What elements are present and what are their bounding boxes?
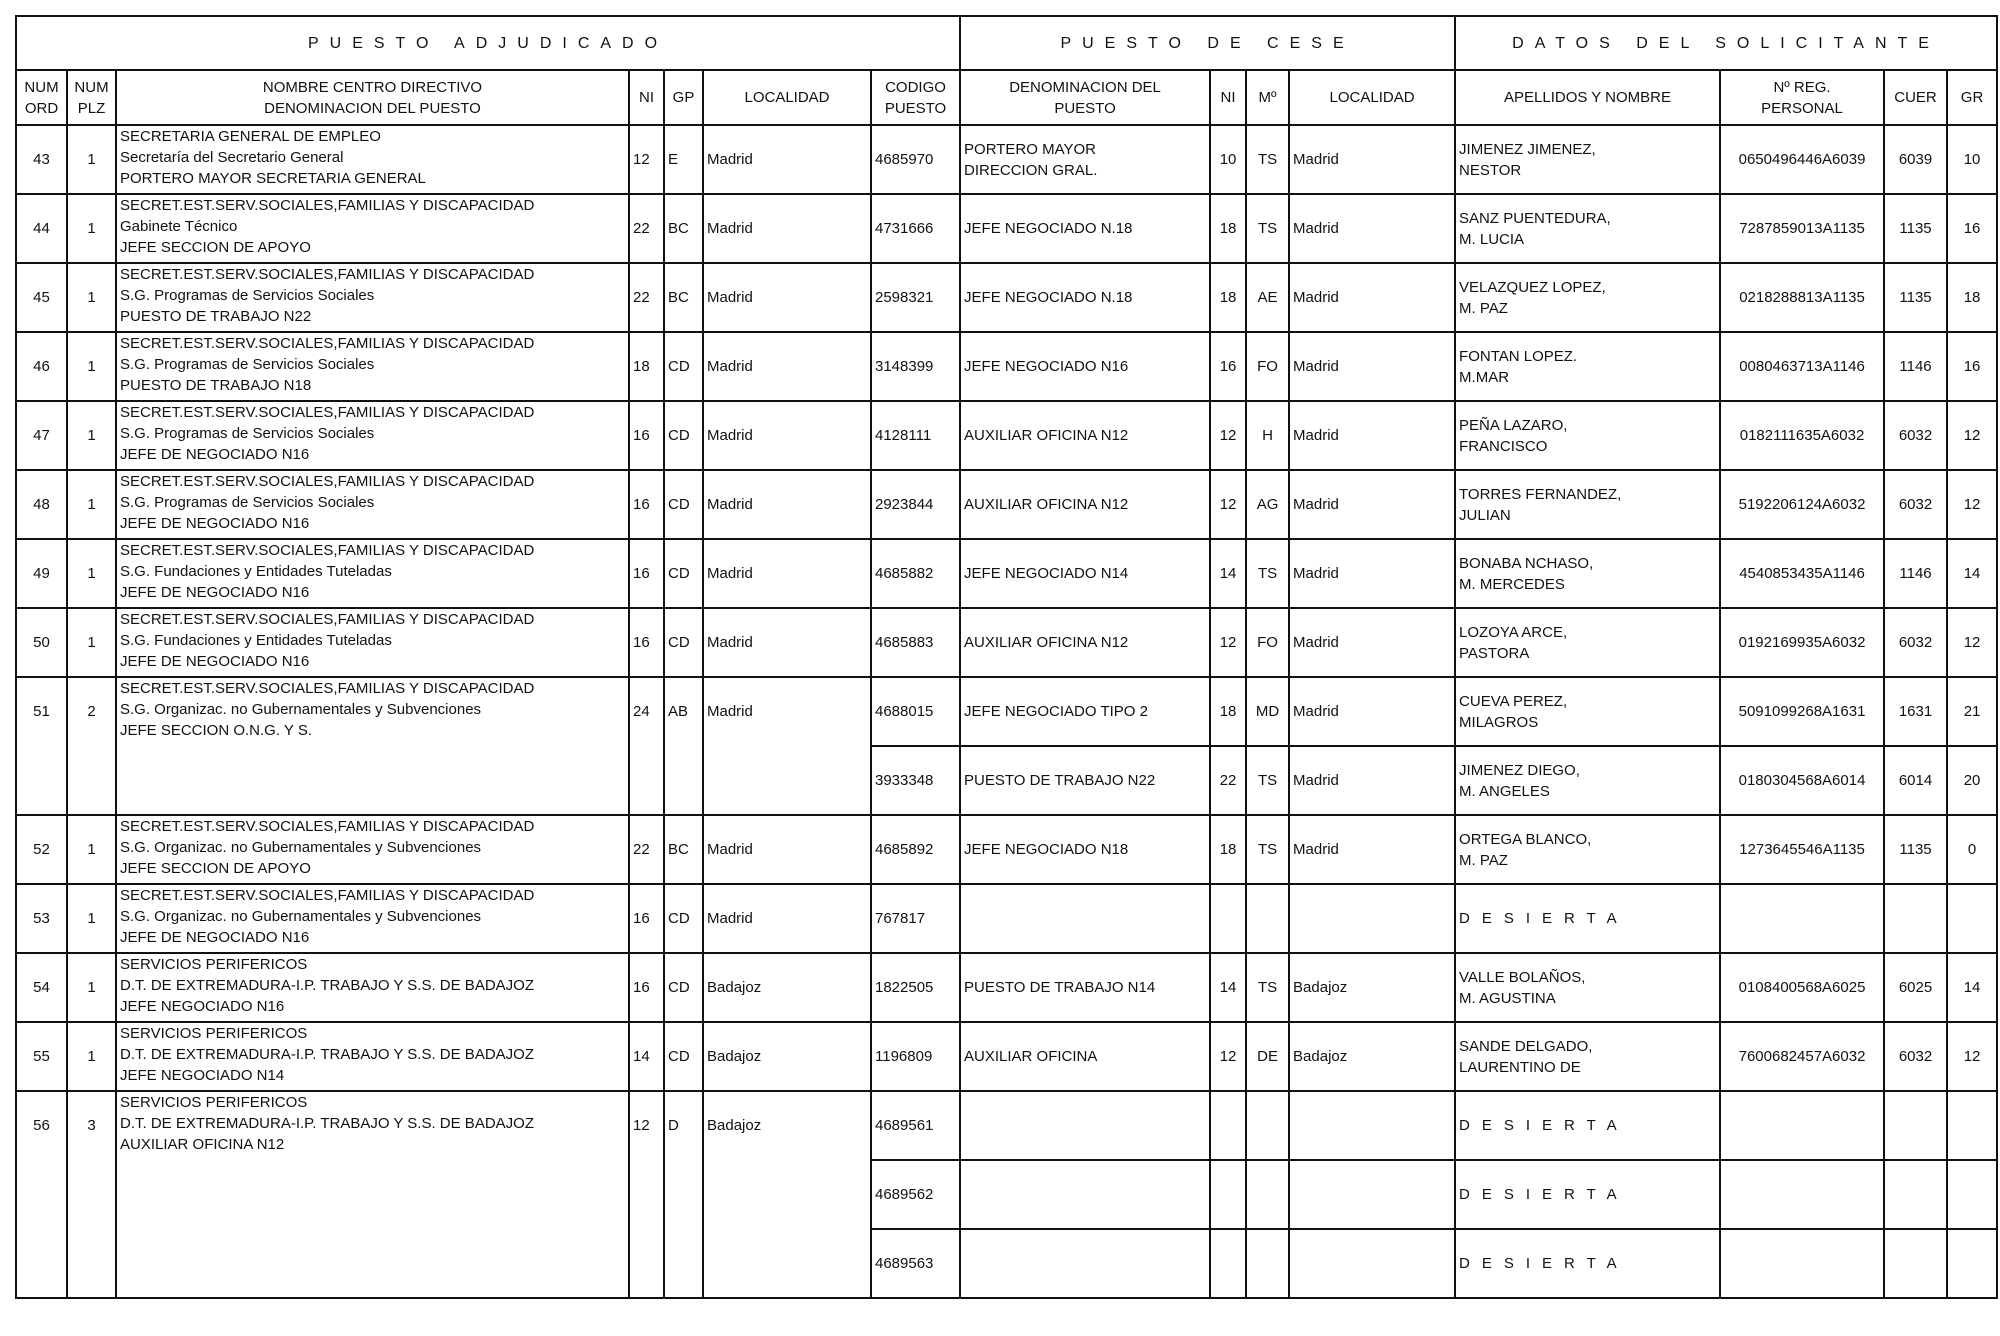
cese-m: TS — [1246, 815, 1289, 884]
gr: 14 — [1947, 539, 1997, 608]
grupo: CD — [664, 332, 703, 401]
cese-ni — [1210, 884, 1246, 953]
cuer: 6014 — [1884, 746, 1947, 815]
table-row — [16, 1022, 1997, 1091]
codigo-puesto: 4685892 — [871, 815, 960, 884]
apellidos-nombre: SANDE DELGADO, LAURENTINO DE — [1455, 1022, 1720, 1091]
localidad: Madrid — [703, 677, 871, 815]
resolution-table — [15, 15, 1998, 1299]
centro-directivo: SECRET.EST.SERV.SOCIALES,FAMILIAS Y DISCAPACIDAD Gabinete Técnico JEFE SECCION DE APOYO — [116, 194, 629, 263]
centro-directivo: SECRET.EST.SERV.SOCIALES,FAMILIAS Y DISCAPACIDAD S.G. Organizac. no Gubernamentales y Subvenciones JEFE SECCION DE APOYO — [116, 815, 629, 884]
num-ord: 54 — [16, 953, 67, 1022]
localidad: Badajoz — [703, 1022, 871, 1091]
num-plz: 1 — [67, 953, 116, 1022]
grupo: BC — [664, 263, 703, 332]
codigo-puesto: 2923844 — [871, 470, 960, 539]
cuer — [1884, 1160, 1947, 1229]
cuer: 6032 — [1884, 608, 1947, 677]
section-puesto-de-cese: PUESTO DE CESE — [960, 16, 1455, 70]
grupo: CD — [664, 539, 703, 608]
nivel: 18 — [629, 332, 664, 401]
cuer: 6025 — [1884, 953, 1947, 1022]
cese-ni: 18 — [1210, 677, 1246, 746]
reg-personal: 0108400568A6025 — [1720, 953, 1884, 1022]
apellidos-nombre: VELAZQUEZ LOPEZ, M. PAZ — [1455, 263, 1720, 332]
codigo-puesto: 1196809 — [871, 1022, 960, 1091]
codigo-puesto: 2598321 — [871, 263, 960, 332]
reg-personal: 5091099268A1631 — [1720, 677, 1884, 746]
col-gr: GR — [1947, 70, 1997, 125]
col-codigo: CODIGO PUESTO — [871, 70, 960, 125]
localidad: Madrid — [703, 884, 871, 953]
num-plz: 1 — [67, 815, 116, 884]
cese-m: H — [1246, 401, 1289, 470]
table-row — [16, 953, 1997, 1022]
cese-m — [1246, 884, 1289, 953]
reg-personal: 0650496446A6039 — [1720, 125, 1884, 194]
cese-localidad — [1289, 1229, 1455, 1298]
nivel: 14 — [629, 1022, 664, 1091]
codigo-puesto: 4689562 — [871, 1160, 960, 1229]
cese-denominacion: JEFE NEGOCIADO TIPO 2 — [960, 677, 1210, 746]
gr — [1947, 1091, 1997, 1160]
nivel: 16 — [629, 401, 664, 470]
cese-localidad: Madrid — [1289, 815, 1455, 884]
col-cese-denominacion: DENOMINACION DEL PUESTO — [960, 70, 1210, 125]
table-row — [16, 470, 1997, 539]
codigo-puesto: 1822505 — [871, 953, 960, 1022]
col-gp: GP — [664, 70, 703, 125]
grupo: CD — [664, 608, 703, 677]
localidad: Madrid — [703, 263, 871, 332]
centro-directivo: SERVICIOS PERIFERICOS D.T. DE EXTREMADURA-I.P. TRABAJO Y S.S. DE BADAJOZ AUXILIAR OFICINA N12 — [116, 1091, 629, 1298]
apellidos-nombre: JIMENEZ JIMENEZ, NESTOR — [1455, 125, 1720, 194]
codigo-puesto: 4685883 — [871, 608, 960, 677]
table-row — [16, 539, 1997, 608]
apellidos-nombre: FONTAN LOPEZ. M.MAR — [1455, 332, 1720, 401]
cese-denominacion — [960, 1229, 1210, 1298]
reg-personal: 5192206124A6032 — [1720, 470, 1884, 539]
num-ord: 55 — [16, 1022, 67, 1091]
cese-m — [1246, 1229, 1289, 1298]
nivel: 16 — [629, 608, 664, 677]
cese-ni — [1210, 1229, 1246, 1298]
cese-localidad: Madrid — [1289, 746, 1455, 815]
cese-m: AE — [1246, 263, 1289, 332]
gr: 21 — [1947, 677, 1997, 746]
cese-localidad — [1289, 1160, 1455, 1229]
num-plz: 1 — [67, 263, 116, 332]
centro-directivo: SERVICIOS PERIFERICOS D.T. DE EXTREMADURA-I.P. TRABAJO Y S.S. DE BADAJOZ JEFE NEGOCIADO N14 — [116, 1022, 629, 1091]
cese-ni: 18 — [1210, 194, 1246, 263]
num-ord: 50 — [16, 608, 67, 677]
reg-personal: 0192169935A6032 — [1720, 608, 1884, 677]
cese-localidad: Badajoz — [1289, 953, 1455, 1022]
localidad: Madrid — [703, 194, 871, 263]
cese-m: TS — [1246, 125, 1289, 194]
cese-m: FO — [1246, 608, 1289, 677]
gr: 0 — [1947, 815, 1997, 884]
cese-denominacion — [960, 1160, 1210, 1229]
num-ord: 43 — [16, 125, 67, 194]
codigo-puesto: 4689563 — [871, 1229, 960, 1298]
cese-ni: 12 — [1210, 470, 1246, 539]
num-plz: 2 — [67, 677, 116, 815]
gr: 14 — [1947, 953, 1997, 1022]
gr: 16 — [1947, 194, 1997, 263]
reg-personal: 4540853435A1146 — [1720, 539, 1884, 608]
grupo: BC — [664, 815, 703, 884]
cese-m: TS — [1246, 194, 1289, 263]
apellidos-nombre: TORRES FERNANDEZ, JULIAN — [1455, 470, 1720, 539]
cuer: 1146 — [1884, 539, 1947, 608]
cese-ni: 12 — [1210, 608, 1246, 677]
cese-denominacion: AUXILIAR OFICINA N12 — [960, 401, 1210, 470]
localidad: Madrid — [703, 470, 871, 539]
localidad: Madrid — [703, 125, 871, 194]
num-ord: 51 — [16, 677, 67, 815]
cese-denominacion: PUESTO DE TRABAJO N14 — [960, 953, 1210, 1022]
nivel: 12 — [629, 1091, 664, 1298]
cese-denominacion: JEFE NEGOCIADO N18 — [960, 815, 1210, 884]
apellidos-nombre: ORTEGA BLANCO, M. PAZ — [1455, 815, 1720, 884]
num-ord: 46 — [16, 332, 67, 401]
gr: 18 — [1947, 263, 1997, 332]
col-reg-personal: Nº REG. PERSONAL — [1720, 70, 1884, 125]
nivel: 12 — [629, 125, 664, 194]
reg-personal: 0080463713A1146 — [1720, 332, 1884, 401]
desierta-label: DESIERTA — [1455, 884, 1720, 953]
cese-denominacion: JEFE NEGOCIADO N.18 — [960, 194, 1210, 263]
section-puesto-adjudicado: PUESTO ADJUDICADO — [16, 16, 960, 70]
centro-directivo: SECRET.EST.SERV.SOCIALES,FAMILIAS Y DISCAPACIDAD S.G. Organizac. no Gubernamentales y Subvenciones JEFE SECCION O.N.G. Y S. — [116, 677, 629, 815]
centro-directivo: SECRET.EST.SERV.SOCIALES,FAMILIAS Y DISCAPACIDAD S.G. Programas de Servicios Sociales PUESTO DE TRABAJO N22 — [116, 263, 629, 332]
cese-localidad: Madrid — [1289, 332, 1455, 401]
cese-m: TS — [1246, 539, 1289, 608]
reg-personal: 0218288813A1135 — [1720, 263, 1884, 332]
reg-personal — [1720, 884, 1884, 953]
cese-m: DE — [1246, 1022, 1289, 1091]
cese-denominacion: PORTERO MAYOR DIRECCION GRAL. — [960, 125, 1210, 194]
apellidos-nombre: BONABA NCHASO, M. MERCEDES — [1455, 539, 1720, 608]
cese-localidad: Madrid — [1289, 539, 1455, 608]
reg-personal — [1720, 1091, 1884, 1160]
grupo: BC — [664, 194, 703, 263]
num-ord: 47 — [16, 401, 67, 470]
table-body — [16, 125, 1997, 1298]
grupo: CD — [664, 1022, 703, 1091]
num-plz: 1 — [67, 401, 116, 470]
codigo-puesto: 4689561 — [871, 1091, 960, 1160]
table-row — [16, 194, 1997, 263]
localidad: Madrid — [703, 401, 871, 470]
cese-m: TS — [1246, 953, 1289, 1022]
cuer: 6032 — [1884, 470, 1947, 539]
cese-m — [1246, 1091, 1289, 1160]
reg-personal: 7287859013A1135 — [1720, 194, 1884, 263]
cese-denominacion: AUXILIAR OFICINA — [960, 1022, 1210, 1091]
reg-personal: 1273645546A1135 — [1720, 815, 1884, 884]
cuer: 6032 — [1884, 1022, 1947, 1091]
grupo: CD — [664, 470, 703, 539]
codigo-puesto: 4731666 — [871, 194, 960, 263]
table-row — [16, 125, 1997, 194]
cese-denominacion: JEFE NEGOCIADO N16 — [960, 332, 1210, 401]
apellidos-nombre: SANZ PUENTEDURA, M. LUCIA — [1455, 194, 1720, 263]
num-ord: 44 — [16, 194, 67, 263]
cese-localidad: Madrid — [1289, 194, 1455, 263]
num-plz: 1 — [67, 470, 116, 539]
cuer — [1884, 884, 1947, 953]
col-cuer: CUER — [1884, 70, 1947, 125]
grupo: E — [664, 125, 703, 194]
localidad: Madrid — [703, 608, 871, 677]
gr: 12 — [1947, 608, 1997, 677]
codigo-puesto: 4685882 — [871, 539, 960, 608]
cese-ni: 14 — [1210, 953, 1246, 1022]
cese-localidad: Madrid — [1289, 125, 1455, 194]
gr: 12 — [1947, 1022, 1997, 1091]
cuer: 6032 — [1884, 401, 1947, 470]
codigo-puesto: 4685970 — [871, 125, 960, 194]
reg-personal — [1720, 1160, 1884, 1229]
reg-personal: 7600682457A6032 — [1720, 1022, 1884, 1091]
codigo-puesto: 4128111 — [871, 401, 960, 470]
localidad: Badajoz — [703, 1091, 871, 1298]
centro-directivo: SECRET.EST.SERV.SOCIALES,FAMILIAS Y DISCAPACIDAD S.G. Fundaciones y Entidades Tuteladas JEFE DE NEGOCIADO N16 — [116, 608, 629, 677]
section-datos-solicitante: DATOS DEL SOLICITANTE — [1455, 16, 1997, 70]
cese-localidad: Madrid — [1289, 470, 1455, 539]
cese-m: FO — [1246, 332, 1289, 401]
cese-ni: 12 — [1210, 1022, 1246, 1091]
grupo: CD — [664, 884, 703, 953]
localidad: Madrid — [703, 539, 871, 608]
cuer: 1135 — [1884, 815, 1947, 884]
cuer: 1146 — [1884, 332, 1947, 401]
cese-ni: 12 — [1210, 401, 1246, 470]
table-row — [16, 263, 1997, 332]
localidad: Badajoz — [703, 953, 871, 1022]
num-plz: 1 — [67, 125, 116, 194]
nivel: 22 — [629, 194, 664, 263]
nivel: 22 — [629, 263, 664, 332]
nivel: 24 — [629, 677, 664, 815]
col-num-ord: NUM ORD — [16, 70, 67, 125]
table-row — [16, 884, 1997, 953]
cese-localidad — [1289, 1091, 1455, 1160]
num-ord: 45 — [16, 263, 67, 332]
cuer: 1135 — [1884, 263, 1947, 332]
cese-denominacion: JEFE NEGOCIADO N.18 — [960, 263, 1210, 332]
num-plz: 1 — [67, 332, 116, 401]
centro-directivo: SERVICIOS PERIFERICOS D.T. DE EXTREMADURA-I.P. TRABAJO Y S.S. DE BADAJOZ JEFE NEGOCIADO N16 — [116, 953, 629, 1022]
table-row — [16, 815, 1997, 884]
col-num-plz: NUM PLZ — [67, 70, 116, 125]
cese-ni: 16 — [1210, 332, 1246, 401]
cese-localidad: Madrid — [1289, 677, 1455, 746]
cese-ni — [1210, 1160, 1246, 1229]
col-apellidos-nombre: APELLIDOS Y NOMBRE — [1455, 70, 1720, 125]
col-cese-localidad: LOCALIDAD — [1289, 70, 1455, 125]
gr: 10 — [1947, 125, 1997, 194]
centro-directivo: SECRET.EST.SERV.SOCIALES,FAMILIAS Y DISCAPACIDAD S.G. Programas de Servicios Sociales PUESTO DE TRABAJO N18 — [116, 332, 629, 401]
num-ord: 48 — [16, 470, 67, 539]
gr: 12 — [1947, 470, 1997, 539]
nivel: 16 — [629, 953, 664, 1022]
col-centro: NOMBRE CENTRO DIRECTIVO DENOMINACION DEL PUESTO — [116, 70, 629, 125]
num-plz: 1 — [67, 194, 116, 263]
num-ord: 52 — [16, 815, 67, 884]
table-row — [16, 677, 1997, 746]
num-ord: 56 — [16, 1091, 67, 1298]
cese-ni: 18 — [1210, 263, 1246, 332]
localidad: Madrid — [703, 332, 871, 401]
gr: 12 — [1947, 401, 1997, 470]
cuer: 1631 — [1884, 677, 1947, 746]
num-plz: 1 — [67, 1022, 116, 1091]
nivel: 16 — [629, 470, 664, 539]
table-row — [16, 332, 1997, 401]
cese-ni: 18 — [1210, 815, 1246, 884]
apellidos-nombre: JIMENEZ DIEGO, M. ANGELES — [1455, 746, 1720, 815]
codigo-puesto: 4688015 — [871, 677, 960, 746]
cese-m — [1246, 1160, 1289, 1229]
centro-directivo: SECRETARIA GENERAL DE EMPLEO Secretaría del Secretario General PORTERO MAYOR SECRETARIA GENERAL — [116, 125, 629, 194]
gr: 20 — [1947, 746, 1997, 815]
cuer: 1135 — [1884, 194, 1947, 263]
desierta-label: DESIERTA — [1455, 1091, 1720, 1160]
cese-m: MD — [1246, 677, 1289, 746]
apellidos-nombre: PEÑA LAZARO, FRANCISCO — [1455, 401, 1720, 470]
num-ord: 53 — [16, 884, 67, 953]
grupo: D — [664, 1091, 703, 1298]
num-plz: 1 — [67, 608, 116, 677]
gr — [1947, 1160, 1997, 1229]
reg-personal: 0180304568A6014 — [1720, 746, 1884, 815]
localidad: Madrid — [703, 815, 871, 884]
col-localidad: LOCALIDAD — [703, 70, 871, 125]
num-plz: 1 — [67, 539, 116, 608]
col-ni: NI — [629, 70, 664, 125]
col-cese-ni: NI — [1210, 70, 1246, 125]
centro-directivo: SECRET.EST.SERV.SOCIALES,FAMILIAS Y DISCAPACIDAD S.G. Programas de Servicios Sociales JEFE DE NEGOCIADO N16 — [116, 470, 629, 539]
grupo: CD — [664, 953, 703, 1022]
cese-localidad: Badajoz — [1289, 1022, 1455, 1091]
cese-localidad — [1289, 884, 1455, 953]
gr — [1947, 1229, 1997, 1298]
col-cese-m: Mº — [1246, 70, 1289, 125]
cese-ni: 10 — [1210, 125, 1246, 194]
apellidos-nombre: VALLE BOLAÑOS, M. AGUSTINA — [1455, 953, 1720, 1022]
centro-directivo: SECRET.EST.SERV.SOCIALES,FAMILIAS Y DISCAPACIDAD S.G. Programas de Servicios Sociales JEFE DE NEGOCIADO N16 — [116, 401, 629, 470]
num-plz: 3 — [67, 1091, 116, 1298]
nivel: 16 — [629, 539, 664, 608]
table-row — [16, 401, 1997, 470]
cese-ni — [1210, 1091, 1246, 1160]
cese-localidad: Madrid — [1289, 263, 1455, 332]
codigo-puesto: 767817 — [871, 884, 960, 953]
cese-ni: 22 — [1210, 746, 1246, 815]
cese-localidad: Madrid — [1289, 608, 1455, 677]
cese-denominacion: AUXILIAR OFICINA N12 — [960, 608, 1210, 677]
cuer — [1884, 1229, 1947, 1298]
grupo: CD — [664, 401, 703, 470]
reg-personal: 0182111635A6032 — [1720, 401, 1884, 470]
codigo-puesto: 3148399 — [871, 332, 960, 401]
cese-denominacion: AUXILIAR OFICINA N12 — [960, 470, 1210, 539]
cuer — [1884, 1091, 1947, 1160]
desierta-label: DESIERTA — [1455, 1160, 1720, 1229]
cese-m: AG — [1246, 470, 1289, 539]
cese-m: TS — [1246, 746, 1289, 815]
table-row — [16, 608, 1997, 677]
nivel: 16 — [629, 884, 664, 953]
cuer: 6039 — [1884, 125, 1947, 194]
gr — [1947, 884, 1997, 953]
cese-denominacion — [960, 1091, 1210, 1160]
num-plz: 1 — [67, 884, 116, 953]
reg-personal — [1720, 1229, 1884, 1298]
num-ord: 49 — [16, 539, 67, 608]
cese-denominacion — [960, 884, 1210, 953]
cese-localidad: Madrid — [1289, 401, 1455, 470]
cese-ni: 14 — [1210, 539, 1246, 608]
desierta-label: DESIERTA — [1455, 1229, 1720, 1298]
cese-denominacion: PUESTO DE TRABAJO N22 — [960, 746, 1210, 815]
nivel: 22 — [629, 815, 664, 884]
gr: 16 — [1947, 332, 1997, 401]
apellidos-nombre: CUEVA PEREZ, MILAGROS — [1455, 677, 1720, 746]
cese-denominacion: JEFE NEGOCIADO N14 — [960, 539, 1210, 608]
grupo: AB — [664, 677, 703, 815]
table-row — [16, 1091, 1997, 1160]
apellidos-nombre: LOZOYA ARCE, PASTORA — [1455, 608, 1720, 677]
centro-directivo: SECRET.EST.SERV.SOCIALES,FAMILIAS Y DISCAPACIDAD S.G. Fundaciones y Entidades Tuteladas JEFE DE NEGOCIADO N16 — [116, 539, 629, 608]
centro-directivo: SECRET.EST.SERV.SOCIALES,FAMILIAS Y DISCAPACIDAD S.G. Organizac. no Gubernamentales y Subvenciones JEFE DE NEGOCIADO N16 — [116, 884, 629, 953]
codigo-puesto: 3933348 — [871, 746, 960, 815]
